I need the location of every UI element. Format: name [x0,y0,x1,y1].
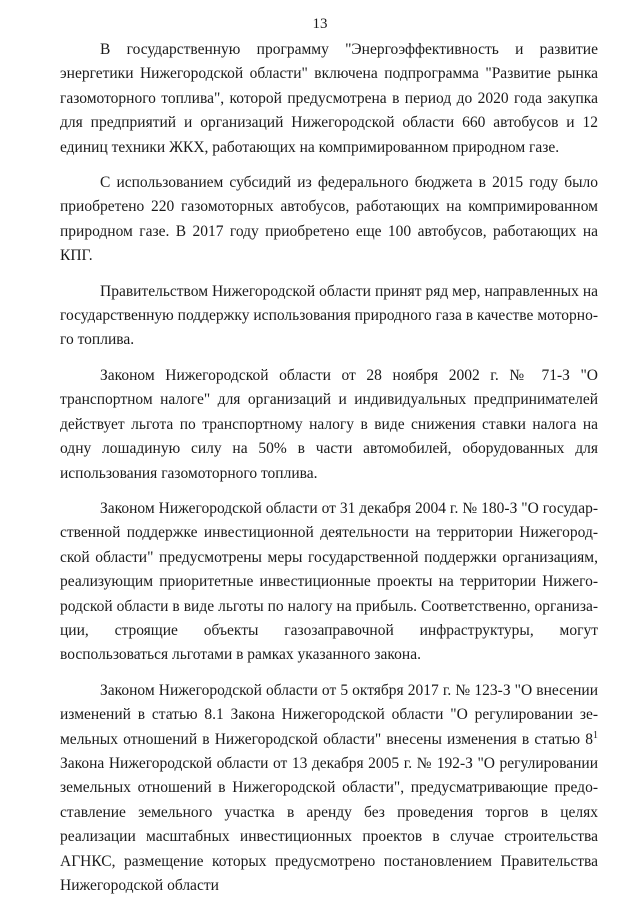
paragraph-program: В государственную программу "Энергоэффективность и развитие энергетики Нижегородской области" включена подпрограмма "Развитие рынка газомоторного топлива", которой предусмотрена в период до 2020 года закупка для предприятий и организаций Нижегородской области 660 автобусов и 12 единиц техники ЖКХ, работающих на компримированном природном газе. [60,41,598,156]
paragraph-land-relations-law [60,679,598,899]
paragraph-subsidies: С использованием субсидий из федерального бюджета в 2015 году было приобретено 220 газомоторных автобусов, работающих на компримированном природном газе. В 2017 году приобретено еще 100 автобусов, работающих на КПГ. [60,174,598,265]
paragraph-transport-tax-law: Законом Нижегородской области от 28 ноября 2002 г. № 71-З "О транспортном налоге" для организаций и индивидуальных предпринимателей действует льгота по транспортному налогу в виде снижения ставки налога на одну лошадиную силу на 50% в части автомобилей, оборудованных для использования газомоторного топлива. [60,366,598,482]
document-body [60,38,598,898]
paragraph-government-measures: Правительством Нижегородской области принят ряд мер, направленных на государственную поддержку использования природного газа в качестве моторного топлива. [60,282,598,349]
land-law-text-start: Законом Нижегородской области от 5 октября 2017 г. № 123-З "О внесении изменений в статью 8.1 Закона Нижегородской области "О регулировании земельных отношений в Нижегородской области" внесены изменения в статью 8 [60,681,598,748]
page-number: 13 [312,16,328,32]
article-superscript: 1 [593,729,598,741]
land-law-text-end: Закона Нижегородской области от 13 декабря 2005 г. № 192-З "О регулировании земельных отношений в Нижегородской области", предусматривающие предоставление земельного участка в аренду без проведения торгов в целях реализации масштабных инвестиционных проектов в случае строительства АГНКС, размещение которых предусмотрено постановлением Правительства Нижегородской области [60,754,598,894]
paragraph-investment-law: Законом Нижегородской области от 31 декабря 2004 г. № 180-З "О государственной поддержке инвестиционной деятельности на территории Нижегородской области" предусмотрены меры государственной поддержки организациям, реализующим приоритетные инвестиционные проекты на территории Нижегородской области в виде льготы по налогу на прибыль. Соответственно, организации, строящие объекты газозаправочной инфраструктуры, могут воспользоваться льготами в рамках указанного закона. [60,499,598,664]
